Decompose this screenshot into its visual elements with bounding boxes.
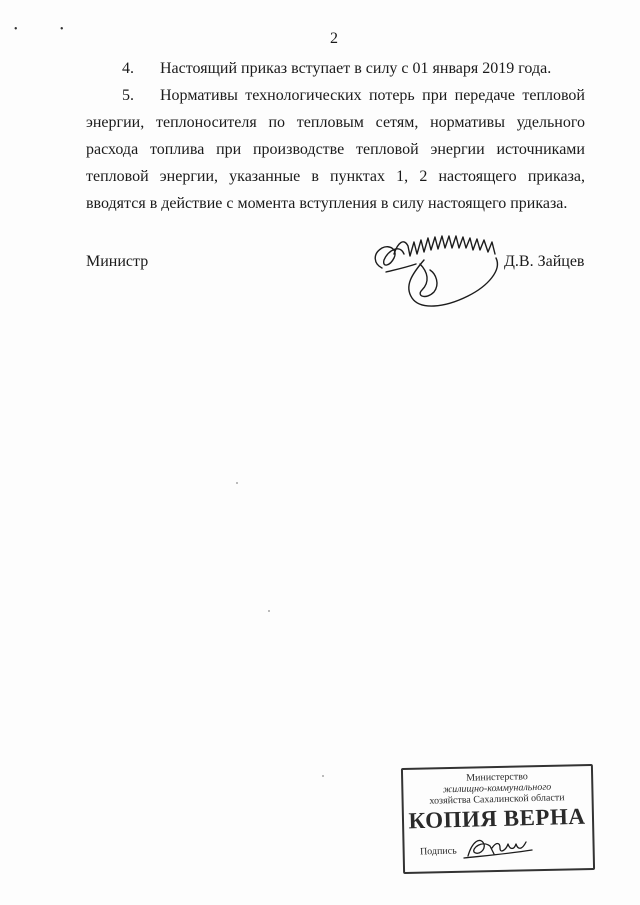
scan-speck — [236, 482, 238, 484]
handwritten-signature — [364, 224, 524, 314]
stamp-ministry: Министерство — [466, 771, 528, 784]
signer-title: Министр — [86, 253, 149, 270]
stamp-ministry-line3: хозяйства Сахалинской области — [429, 792, 565, 807]
scan-speck — [322, 775, 324, 777]
paragraph-item-5 — [86, 82, 585, 217]
corner-marks: • • — [14, 24, 84, 35]
item-text: Настоящий приказ вступает в силу с 01 января 2019 года. — [160, 60, 552, 77]
page-number: 2 — [330, 30, 338, 47]
stamp-sign-label: Подпись — [419, 845, 457, 858]
signer-name: Д.В. Зайцев — [504, 253, 585, 270]
stamp-ministry-line2: жилищно-коммунального — [442, 781, 552, 796]
scan-speck — [268, 610, 270, 612]
item-number: 5. — [122, 87, 134, 104]
item-text: Нормативы технологических потерь при передаче тепловой энергии, теплоносителя по тепловым сетям, нормативы удельного расхода топлива при производстве тепловой энергии источниками тепловой энергии, указанные в пунктах 1, 2 настоящего приказа, вводятся в действие с момента вступления в силу настоящего приказа. — [86, 87, 585, 212]
stamp-handwritten-signature — [462, 828, 536, 864]
certified-copy-stamp — [402, 766, 594, 874]
paragraph-item-4 — [86, 55, 585, 82]
stamp-copy-verified: КОПИЯ ВЕРНА — [408, 803, 586, 834]
item-number: 4. — [122, 60, 134, 77]
